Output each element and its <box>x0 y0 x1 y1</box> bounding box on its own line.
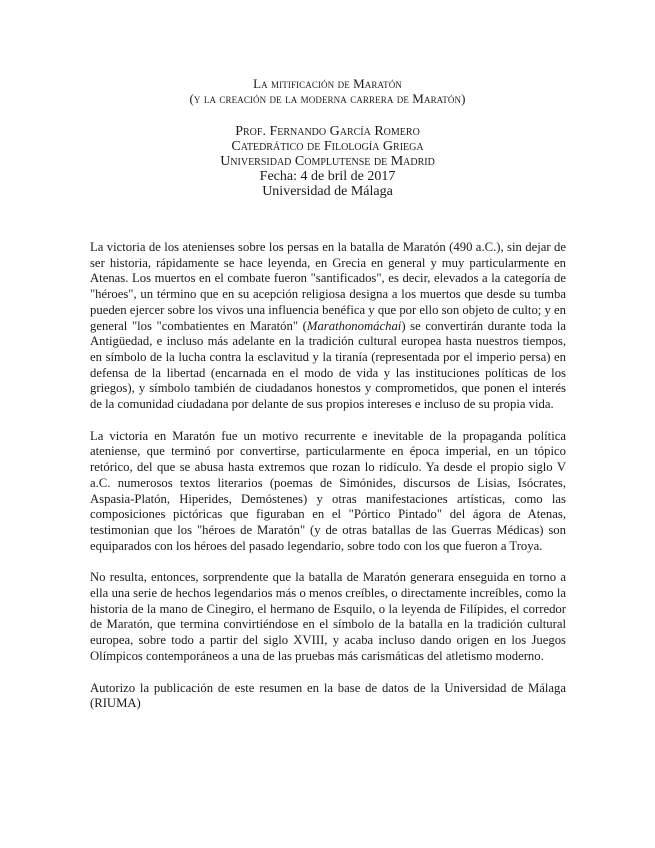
paragraph-1-emphasis: Marathonomáchai <box>306 318 402 333</box>
author-university: Universidad Complutense de Madrid <box>220 154 435 169</box>
paragraph-3: No resulta, entonces, sorprendente que la batalla de Maratón generara enseguida en torno a ella una serie de hechos legendarios más o menos creíbles, o directamente increíbles, como la historia de la mano de Cinegiro, el hermano de Esquilo, o la leyenda de Filípides, el corredor de Maratón, que termina convirtiéndose en el símbolo de la batalla en la tradición cultural europea, sobre todo a partir del siglo XVIII, y acaba incluso dando origen en los Juegos Olímpicos contemporáneos a una de las pruebas más carismáticas del atletismo moderno. <box>90 570 566 663</box>
author-name: Prof. Fernando García Romero <box>235 124 420 139</box>
author-position: Catedrático de Filología Griega <box>231 139 424 154</box>
paragraph-2: La victoria en Maratón fue un motivo recurrente e inevitable de la propaganda política ateniense, que terminó por convertirse, particularmente en época imperial, en un tópico retórico, del que se abusa hasta extremos que rozan lo ridículo. Ya desde el propio siglo V a.C. numerosos textos literarios (poemas de Simónides, discursos de Lisias, Isócrates, Aspasia-Platón, Hiperides, Demóstenes) y otras manifestaciones artísticas, como las composiciones pictóricas que figuraban en el "Pórtico Pintado" del ágora de Atenas, testimonian que los "héroes de Maratón" (y de otras batallas de las Guerras Médicas) son equiparados con los héroes del pasado legendario, sobre todo con los que fueron a Troya. <box>90 428 566 553</box>
paragraph-1-text-b: ) se convertirán durante toda la Antigüedad, e incluso más adelante en la tradición cultural europea hasta nuestros tiempos, en símbolo de la lucha contra la esclavitud y la tiranía (representada por el imperio persa) en defensa de la libertad (encarnada en el modo de vida y las instituciones políticas de los griegos), y símbolo también de ciudadanos honestos y comprometidos, que ponen el interés de la comunidad ciudadana por delante de sus propios intereses e incluso de su propia vida. <box>90 318 567 412</box>
paragraph-1 <box>90 240 566 413</box>
title-line-1: La mitificación de Maratón <box>253 76 402 91</box>
document-body <box>90 240 566 712</box>
paragraph-1-text-a: La victoria de los atenienses sobre los persas en la batalla de Maratón (490 a.C.), sin dejar de ser historia, rápidamente se hace leyenda, en Grecia en general y muy particularmente en Atenas. Los muertos en el combate fueron "santificados", es decir, elevados a la categoría de "héroes", un término que en su acepción religiosa designa a los muertos que desde su tumba pueden ejercer sobre los vivos una influencia benéfica y que por ello son objeto de culto; y en general "los "combatientes en Maratón" ( <box>90 240 566 333</box>
document-date: Fecha: 4 de bril de 2017 <box>259 169 396 184</box>
title-line-2: (y la creación de la moderna carrera de Maratón) <box>189 91 466 106</box>
author-block <box>0 124 655 199</box>
document-header <box>0 76 655 199</box>
venue-name: Universidad de Málaga <box>262 184 393 199</box>
authorization-paragraph: Autorizo la publicación de este resumen en la base de datos de la Universidad de Málaga (RIUMA) <box>90 680 566 711</box>
